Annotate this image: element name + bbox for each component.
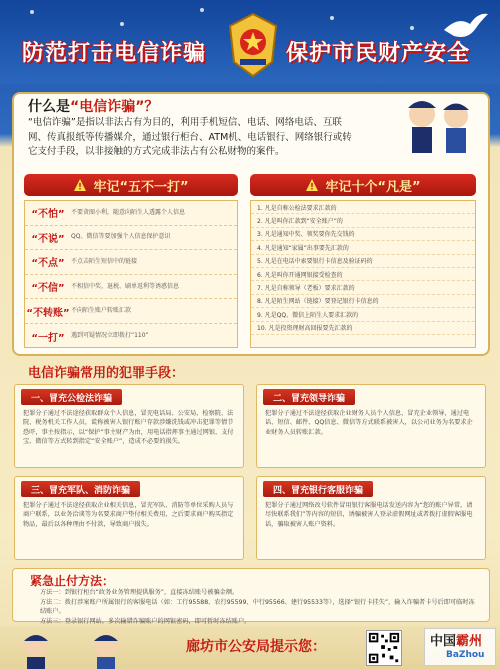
watermark-en: BaZhou	[446, 650, 485, 660]
police-officers-illustration	[394, 94, 482, 154]
list-item: “不信” 不相信中奖、退税、刷单返利等诱惑信息	[25, 275, 237, 300]
list-item: 9. 凡是QQ、微信上陌生人要求汇款的	[251, 308, 475, 321]
list-item: 7. 凡是自称领导（老板）要求汇款的	[251, 281, 475, 294]
qr-code-icon[interactable]	[366, 630, 402, 666]
method-card-title: 二、冒充领导诈骗	[263, 389, 355, 405]
list-item: 1. 凡是自称公检法要求汇款的	[251, 201, 475, 214]
police-officers-illustration	[14, 628, 134, 669]
method-card-title: 三、冒充军队、消防诈骗	[21, 481, 140, 497]
five-rules-list	[24, 200, 238, 348]
dove-icon	[440, 10, 490, 42]
list-item: 10. 凡是投资理财高回报要先汇款的	[251, 322, 475, 335]
list-item: “不说” QQ、微信等要加强个人信息保护意识	[25, 226, 237, 251]
list-item: “一打” 遇到可疑情况立即拨打“110”	[31, 332, 149, 344]
ten-rules-list	[250, 200, 476, 348]
methods-heading: 电信诈骗常用的犯罪手段：	[28, 366, 185, 381]
list-item: 2. 凡是叫你汇款到“安全账户”的	[251, 214, 475, 227]
title-left: 防范打击电信诈骗	[22, 41, 207, 66]
intro-definition: “电信诈骗”是指以非法占有为目的，利用手机短信、电话、网络电话、互联网、传真报纸等传播媒介，通过银行柜台、ATM机、电话银行、网络银行或转它支付手段，以非接触的方式完成非法占有公私财物的案件。	[28, 117, 352, 157]
warning-icon	[305, 178, 319, 192]
five-rules-banner: 牢记“五不一打”	[24, 174, 238, 196]
method-card-title: 四、冒充银行客服诈骗	[263, 481, 373, 497]
ten-rules-banner: 牢记十个“凡是”	[250, 174, 476, 196]
list-item: “不点” 不点击陌生短信中的链接	[25, 250, 237, 275]
intro-heading: 什么是“电信诈骗”？	[28, 99, 159, 115]
list-item: 8. 凡是陌生网站（链接）要登记银行卡信息的	[251, 295, 475, 308]
police-emblem-icon	[226, 12, 280, 78]
method-card-title: 一、冒充公检法诈骗	[21, 389, 122, 405]
method-card-text: 犯罪分子通过网络改号软件冒用银行客服电话发送内容为“您的账户异常，请尽快联系我们”等内容的短信，诱骗被害人登录虚假网址或者拨打虚假客服电话，骗取被害人账户资料。	[265, 502, 473, 528]
watermark-cn: 中国霸州	[430, 634, 483, 649]
list-item: “不转账” 不向陌生账户转账汇款	[25, 299, 237, 324]
method-card	[14, 476, 244, 560]
list-item: 6. 凡是叫你开通网银接受检查的	[251, 268, 475, 281]
title-right: 保护市民财产安全	[286, 41, 471, 66]
footer-title: 廊坊市公安局提示您：	[186, 639, 326, 655]
method-card	[256, 476, 486, 560]
method-card-text: 犯罪分子通过不法途径获取企业相关信息，冒充军队、消防等单位采购人员与商户联系，以业务洽谈等为名要求商户垫付相关费用，之后要求商户购买指定物品，最后以各种理由不付款，导致商户损失。	[23, 502, 234, 528]
method-card	[14, 384, 244, 468]
emergency-stop-heading: 紧急止付方法：	[30, 574, 115, 588]
list-item: 3. 凡是通知中奖、领奖要你先交钱的	[251, 228, 475, 241]
list-item: 5. 凡是在电话中索要银行卡信息及验证码的	[251, 255, 475, 268]
emergency-stop-text: 方法一：到银行柜台“政务业务管理提供服务”，直接冻结账号被骗金额。 方法二：拨打涉案账户所属银行的客服电话（如：工行95588、农行95599、中行95566、建行95533等），选择“银行卡挂失”，输入诈骗者卡号后即可临时冻结账户。 方法三：登录银行网站，多次输错诈骗账户的网银密码，即可暂时冻结账户。	[40, 589, 475, 625]
warning-icon	[73, 178, 87, 192]
method-card-text: 犯罪分子通过不法途径获取企业财务人员个人信息，冒充企业领导，通过电话、短信、邮件、QQ信息、微信等方式联系被害人，以公司业务为名要求企业财务人员转账汇款。	[265, 410, 473, 436]
method-card-text: 犯罪分子通过不法途径获取群众个人信息，冒充电话局、公安局、检察院、法院、税务机关工作人员，谎称被害人银行账户存款涉嫌洗钱或冲击犯罪等情节恐吓，事主按指示，以“保护”事主财产为由，用电话指挥事主通过网银、支付宝、微信等方式转到指定“安全账户”，造成不必要的损失。	[23, 410, 234, 446]
list-item: “不怕” 不要贪图小利，随意向陌生人透露个人信息	[25, 201, 237, 226]
method-card	[256, 384, 486, 468]
list-item: 4. 凡是通知“家属”出事要先汇款的	[251, 241, 475, 254]
